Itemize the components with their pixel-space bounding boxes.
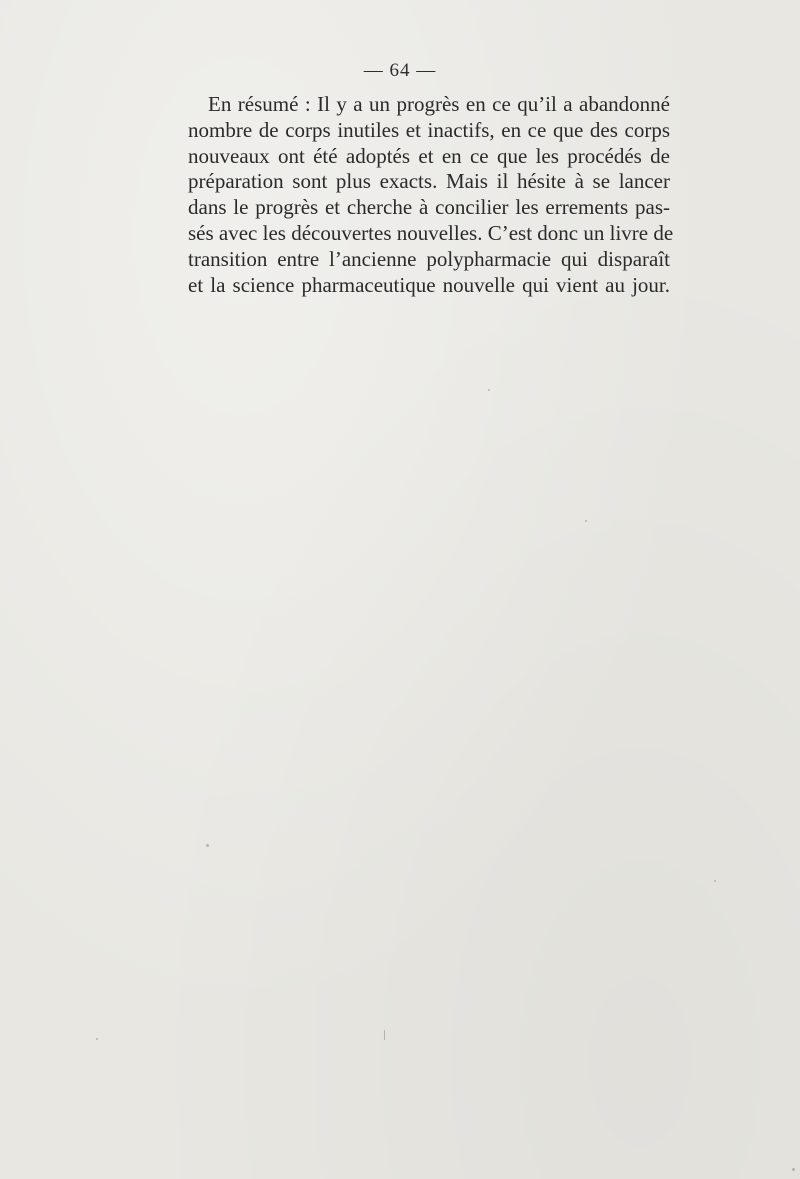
- paper-speck: [714, 880, 716, 882]
- paper-speck: [206, 844, 209, 847]
- paragraph-line: préparation sont plus exacts. Mais il hésite à se lancer: [188, 169, 670, 194]
- page-number: — 64 —: [363, 60, 437, 81]
- paragraph-line: nouveaux ont été adoptés et en ce que les procédés de: [188, 143, 670, 168]
- paragraph-line: et la science pharmaceutique nouvelle qui vient au jour.: [188, 272, 670, 297]
- paper-speck: [96, 1038, 98, 1040]
- paper-speck: [384, 1030, 385, 1040]
- body-paragraph: [188, 92, 674, 298]
- paper-speck: [585, 520, 587, 522]
- paper-speck: [488, 389, 490, 391]
- paragraph-line: En résumé : Il y a un progrès en ce qu’il a abandonné: [208, 92, 670, 116]
- paragraph-line: dans le progrès et cherche à concilier les errements pas-: [188, 195, 670, 220]
- paragraph-line: sés avec les découvertes nouvelles. C’est donc un livre de: [188, 220, 674, 245]
- paper-speck: [792, 1168, 795, 1171]
- paragraph-line: transition entre l’ancienne polypharmacie qui disparaît: [188, 246, 670, 271]
- paragraph-line: nombre de corps inutiles et inactifs, en ce que des corps: [188, 117, 670, 142]
